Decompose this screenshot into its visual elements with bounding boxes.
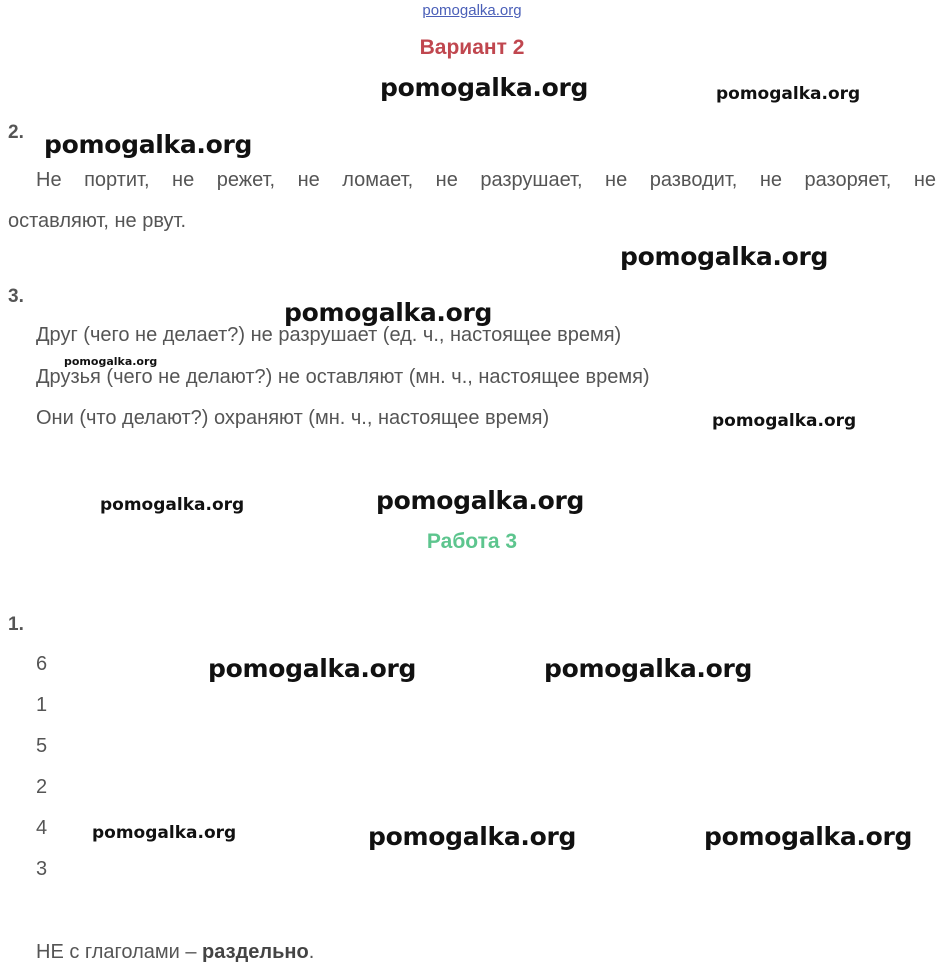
rule-suffix: . <box>308 941 315 963</box>
variant-title: Вариант 2 <box>419 36 525 59</box>
watermark: pomogalka.org <box>44 130 253 159</box>
task-2-number: 2. <box>8 122 24 143</box>
task-3-line: Они (что делают?) охраняют (мн. ч., настоящее время) <box>36 407 550 429</box>
task-2-line-2: оставляют, не рвут. <box>8 210 186 232</box>
spelling-rule <box>36 941 314 964</box>
work-title: Работа 3 <box>426 530 518 553</box>
order-item: 5 <box>36 735 48 757</box>
watermark: pomogalka.org <box>704 822 913 851</box>
order-item: 2 <box>36 776 48 798</box>
watermark: pomogalka.org <box>208 654 417 683</box>
watermark: pomogalka.org <box>376 486 585 515</box>
watermark: pomogalka.org <box>620 242 829 271</box>
task-3-number: 3. <box>8 286 24 307</box>
watermark: pomogalka.org <box>100 495 245 515</box>
watermark: pomogalka.org <box>544 654 753 683</box>
watermark: pomogalka.org <box>92 823 237 843</box>
task-2-line-1: Не портит, не режет, не ломает, не разрушает, не разводит, не разоряет, не <box>36 169 936 191</box>
order-item: 4 <box>36 817 48 839</box>
order-item: 1 <box>36 694 48 716</box>
rule-prefix: НЕ с глаголами – <box>36 941 203 963</box>
watermark: pomogalka.org <box>368 822 577 851</box>
rule-bold-word: раздельно <box>202 941 309 963</box>
watermark: pomogalka.org <box>64 355 158 368</box>
task-1-number: 1. <box>8 614 24 635</box>
task-2-answer <box>8 160 936 242</box>
watermark: pomogalka.org <box>380 73 589 102</box>
order-item: 3 <box>36 858 48 880</box>
watermark: pomogalka.org <box>716 84 861 104</box>
task-3-line: Друзья (чего не делают?) не оставляют (мн. ч., настоящее время) <box>36 366 650 388</box>
source-link[interactable]: pomogalka.org <box>422 2 522 19</box>
watermark: pomogalka.org <box>712 411 857 431</box>
task-3-line: Друг (чего не делает?) не разрушает (ед. ч., настоящее время) <box>36 324 622 346</box>
order-item: 6 <box>36 653 48 675</box>
watermark: pomogalka.org <box>284 298 493 327</box>
